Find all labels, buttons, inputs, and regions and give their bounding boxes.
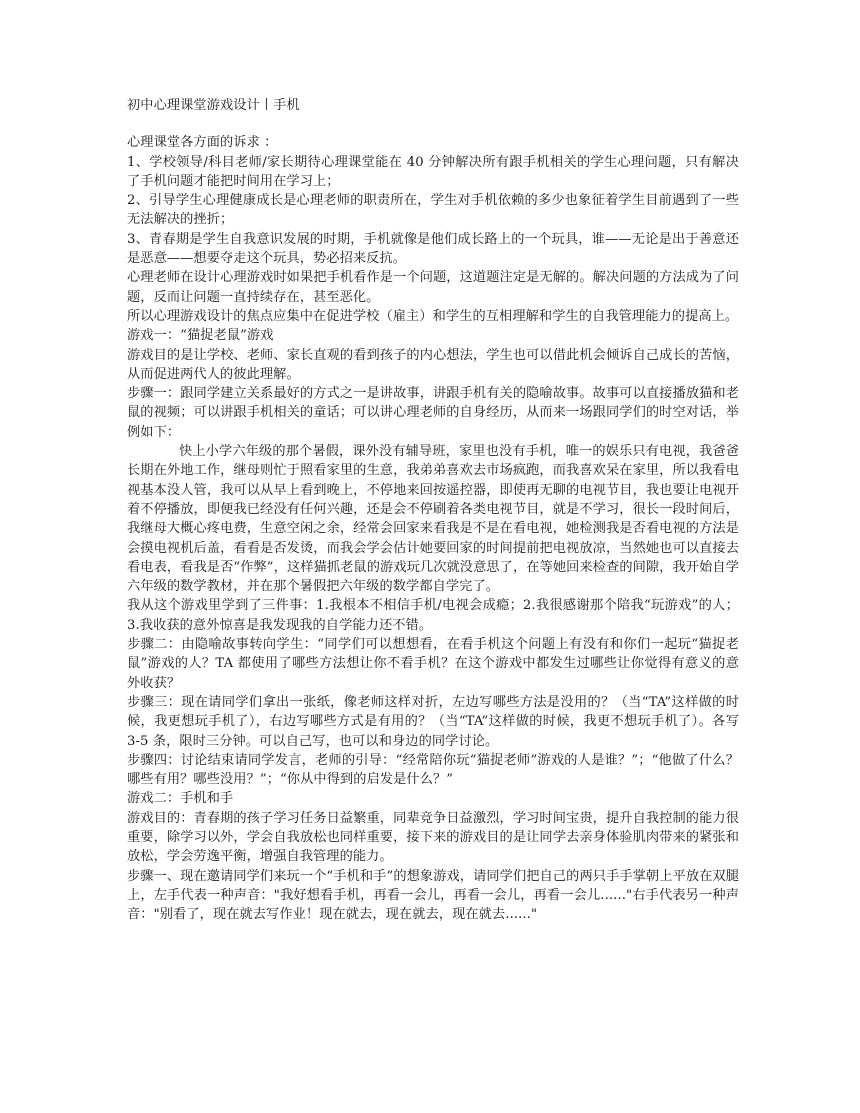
paragraph-item-2: 2、引导学生心理健康成长是心理老师的职责所在，学生对手机依赖的多少也象征着学生目前遇到了一些无法解决的挫折； — [127, 193, 739, 228]
game-one-purpose: 游戏目的是让学校、老师、家长直观的看到孩子的内心想法，学生也可以借此机会倾诉自己成长的苦恼，从而促进两代人的彼此理解。 — [127, 347, 739, 382]
paragraph-item-3: 3、青春期是学生自我意识发展的时期，手机就像是他们成长路上的一个玩具，谁——无论是出于善意还是恶意——想要夺走这个玩具，势必招来反抗。 — [127, 231, 739, 267]
paragraph-item-1: 1、学校领导/科目老师/家长期待心理课堂能在 40 分钟解决所有跟手机相关的学生心理问题，只有解决了手机问题才能把时间用在学习上； — [127, 154, 739, 189]
game-one-step-4: 步骤四：讨论结束请同学发言，老师的引导：“经常陪你玩“猫捉老师”游戏的人是谁？”；“他做了什么？哪些有用？哪些没用？”；“你从中得到的启发是什么？” — [127, 752, 739, 788]
game-one-story: 快上小学六年级的那个暑假，课外没有辅导班，家里也没有手机，唯一的娱乐只有电视，我爸爸长期在外地工作，继母则忙于照看家里的生意，我弟弟喜欢去市场疯跑，而我喜欢呆在家里，所以我看电视基本没人管，我可以从早上看到晚上，不停地来回按遥控器，即使再无聊的电视节目，我也要让电视开着不停播放，即便我已经没有任何兴趣，还是会不停刷着各类电视节目，就是不学习，很长一段时间后，我继母大概心疼电费，生意空闲之余，经常会回家来看我是不是在看电视，她检测我是否看电视的方法是会摸电视机后盖，看看是否发烫，而我会学会估计她要回家的时间提前把电视放凉，当然她也可以直接去看电表，看我是否“作弊”，这样猫抓老鼠的游戏玩几次就没意思了，在等她回来检查的间隙，我开始自学六年级的数学教材，并在那个暑假把六年级的数学都自学完了。 — [127, 444, 739, 595]
game-one-step-1: 步骤一：跟同学建立关系最好的方式之一是讲故事，讲跟手机有关的隐喻故事。故事可以直接播放猫和老鼠的视频；可以讲跟手机相关的童话；可以讲心理老师的自身经历，从而来一场跟同学们的时空对话，举例如下： — [127, 386, 739, 440]
paragraph-analysis: 心理老师在设计心理游戏时如果把手机看作是一个问题，这道题注定是无解的。解决问题的方法成为了问题，反而让问题一直持续存在，甚至恶化。 — [127, 270, 739, 305]
document-page — [127, 96, 739, 924]
paragraph-intro: 心理课堂各方面的诉求 ： — [127, 135, 278, 151]
game-two-purpose: 游戏目的：青春期的孩子学习任务日益繁重，同辈竞争日益激烈，学习时间宝贵，提升自我控制的能力很重要，除学习以外，学会自我放松也同样重要，接下来的游戏目的是让同学去亲身体验肌肉带来的紧张和放松，学会劳逸平衡，增强自我管理的能力。 — [127, 810, 739, 865]
document-title: 初中心理课堂游戏设计丨手机 — [127, 98, 300, 113]
game-one-step-2: 步骤二：由隐喻故事转向学生：“同学们可以想想看，在看手机这个问题上有没有和你们一起玩“猫捉老鼠”游戏的人？TA 都使用了哪些方法想让你不看手机？在这个游戏中都发生过哪些让你觉得有意义的意外收获？ — [127, 637, 739, 691]
game-two-heading: 游戏二：手机和手 — [127, 791, 234, 807]
game-one-step-3: 步骤三：现在请同学们拿出一张纸，像老师这样对折，左边写哪些方法是没用的？（当“TA”这样做的时候，我更想玩手机了），右边写哪些方式是有用的？（当“TA”这样做的时候，我更不想玩手机了）。各写 3-5 条，限时三分钟。可以自己写，也可以和身边的同学讨论。 — [127, 694, 739, 749]
paragraph-focus: 所以心理游戏设计的焦点应集中在促进学校（雇主）和学生的互相理解和学生的自我管理能力的提高上。 — [127, 308, 739, 324]
game-one-heading: 游戏一：“猫捉老鼠”游戏 — [127, 328, 274, 344]
game-one-lessons: 我从这个游戏里学到了三件事：1.我根本不相信手机/电视会成瘾；2.我很感谢那个陪我“玩游戏”的人；3.我收获的意外惊喜是我发现我的自学能力还不错。 — [127, 598, 739, 633]
game-two-step-1: 步骤一、现在邀请同学们来玩一个“手机和手”的想象游戏，请同学们把自己的两只手手掌朝上平放在双腿上，左手代表一种声音："我好想看手机，再看一会儿，再看一会儿，再看一会儿......"右手代表另一种声音："别看了，现在就去写作业！现在就去，现在就去，现在就去......" — [127, 868, 739, 923]
